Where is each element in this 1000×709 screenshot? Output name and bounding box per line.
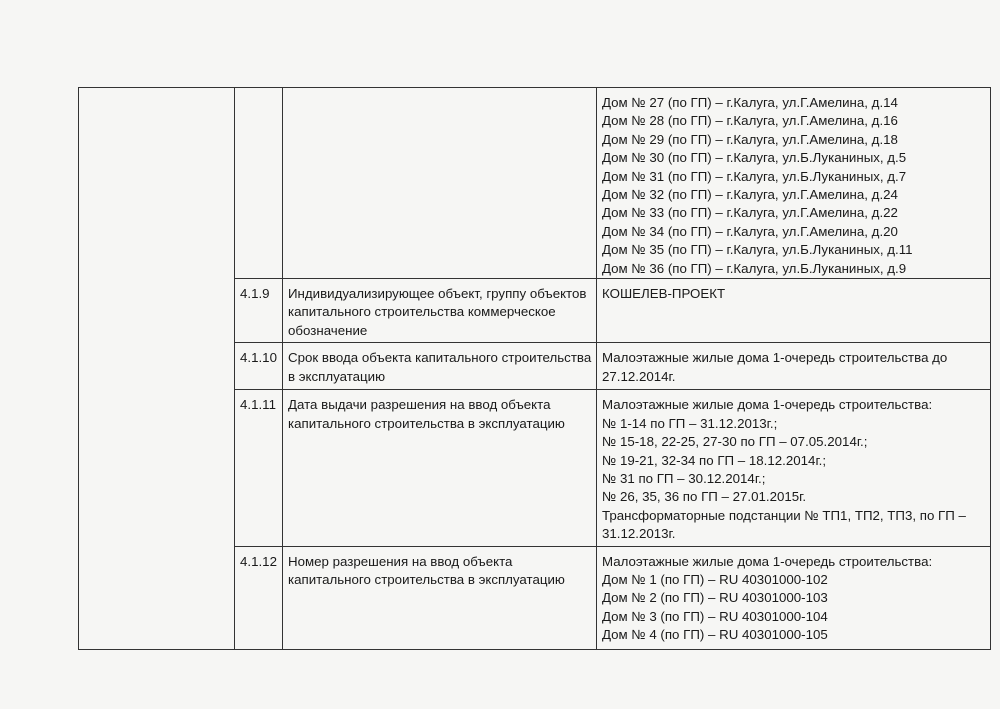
item-label <box>283 343 597 390</box>
value-line: 31.12.2013г. <box>602 526 676 542</box>
value-line: Дом № 31 (по ГП) – г.Калуга, ул.Б.Луканиных, д.7 <box>602 168 907 184</box>
value-line: Дом № 35 (по ГП) – г.Калуга, ул.Б.Луканиных, д.11 <box>602 242 913 258</box>
label-line: капитального строительства в эксплуатацию <box>288 415 565 431</box>
value-line: Дом № 4 (по ГП) – RU 40301000-105 <box>602 627 828 643</box>
section-cell <box>79 88 235 650</box>
item-value <box>597 390 991 546</box>
value-line: Малоэтажные жилые дома 1-очередь строительства: <box>602 553 933 569</box>
label-line: Дата выдачи разрешения на ввод объекта <box>288 397 551 413</box>
label-line: обозначение <box>288 322 368 338</box>
value-line: Дом № 2 (по ГП) – RU 40301000-103 <box>602 590 828 606</box>
item-number: 4.1.11 <box>235 390 283 546</box>
item-label <box>283 546 597 649</box>
info-table <box>78 87 991 650</box>
value-line: Дом № 28 (по ГП) – г.Калуга, ул.Г.Амелина, д.16 <box>602 113 898 129</box>
value-line: № 1-14 по ГП – 31.12.2013г.; <box>602 415 778 431</box>
label-line: капитального строительства в эксплуатацию <box>288 571 565 587</box>
value-line: Дом № 1 (по ГП) – RU 40301000-102 <box>602 571 828 587</box>
item-value <box>597 343 991 390</box>
value-line: Дом № 34 (по ГП) – г.Калуга, ул.Г.Амелина, д.20 <box>602 223 898 239</box>
item-label <box>283 279 597 343</box>
item-value <box>597 88 991 279</box>
value-line: Дом № 27 (по ГП) – г.Калуга, ул.Г.Амелина, д.14 <box>602 95 898 110</box>
value-line: КОШЕЛЕВ-ПРОЕКТ <box>602 286 726 302</box>
value-line: № 19-21, 32-34 по ГП – 18.12.2014г.; <box>602 452 827 468</box>
label-line: капитального строительства коммерческое <box>288 304 556 320</box>
label-line: Номер разрешения на ввод объекта <box>288 553 513 569</box>
value-line: Малоэтажные жилые дома 1-очередь строительства: <box>602 397 933 413</box>
value-line: Малоэтажные жилые дома 1-очередь строительства до <box>602 350 948 366</box>
value-line: Дом № 3 (по ГП) – RU 40301000-104 <box>602 608 828 624</box>
item-value <box>597 546 991 649</box>
item-label <box>283 88 597 279</box>
value-line: 27.12.2014г. <box>602 368 676 384</box>
value-line: № 26, 35, 36 по ГП – 27.01.2015г. <box>602 489 807 505</box>
value-line: Дом № 33 (по ГП) – г.Калуга, ул.Г.Амелина, д.22 <box>602 205 898 221</box>
label-line: Срок ввода объекта капитального строительства <box>288 350 592 366</box>
value-line: Трансформаторные подстанции № ТП1, ТП2, ТП3, по ГП – <box>602 507 966 523</box>
item-number: 4.1.10 <box>235 343 283 390</box>
value-line: Дом № 29 (по ГП) – г.Калуга, ул.Г.Амелина, д.18 <box>602 131 898 147</box>
item-number <box>235 88 283 279</box>
item-number: 4.1.12 <box>235 546 283 649</box>
label-line: в эксплуатацию <box>288 368 386 384</box>
item-value <box>597 279 991 343</box>
value-line: Дом № 36 (по ГП) – г.Калуга, ул.Б.Луканиных, д.9 <box>602 260 907 276</box>
item-label <box>283 390 597 546</box>
table-row <box>79 88 991 279</box>
item-number: 4.1.9 <box>235 279 283 343</box>
value-line: Дом № 30 (по ГП) – г.Калуга, ул.Б.Луканиных, д.5 <box>602 150 907 166</box>
value-line: № 31 по ГП – 30.12.2014г.; <box>602 470 766 486</box>
value-line: Дом № 32 (по ГП) – г.Калуга, ул.Г.Амелина, д.24 <box>602 187 898 203</box>
label-line: Индивидуализирующее объект, группу объектов <box>288 286 587 302</box>
value-line: № 15-18, 22-25, 27-30 по ГП – 07.05.2014г.; <box>602 434 868 450</box>
